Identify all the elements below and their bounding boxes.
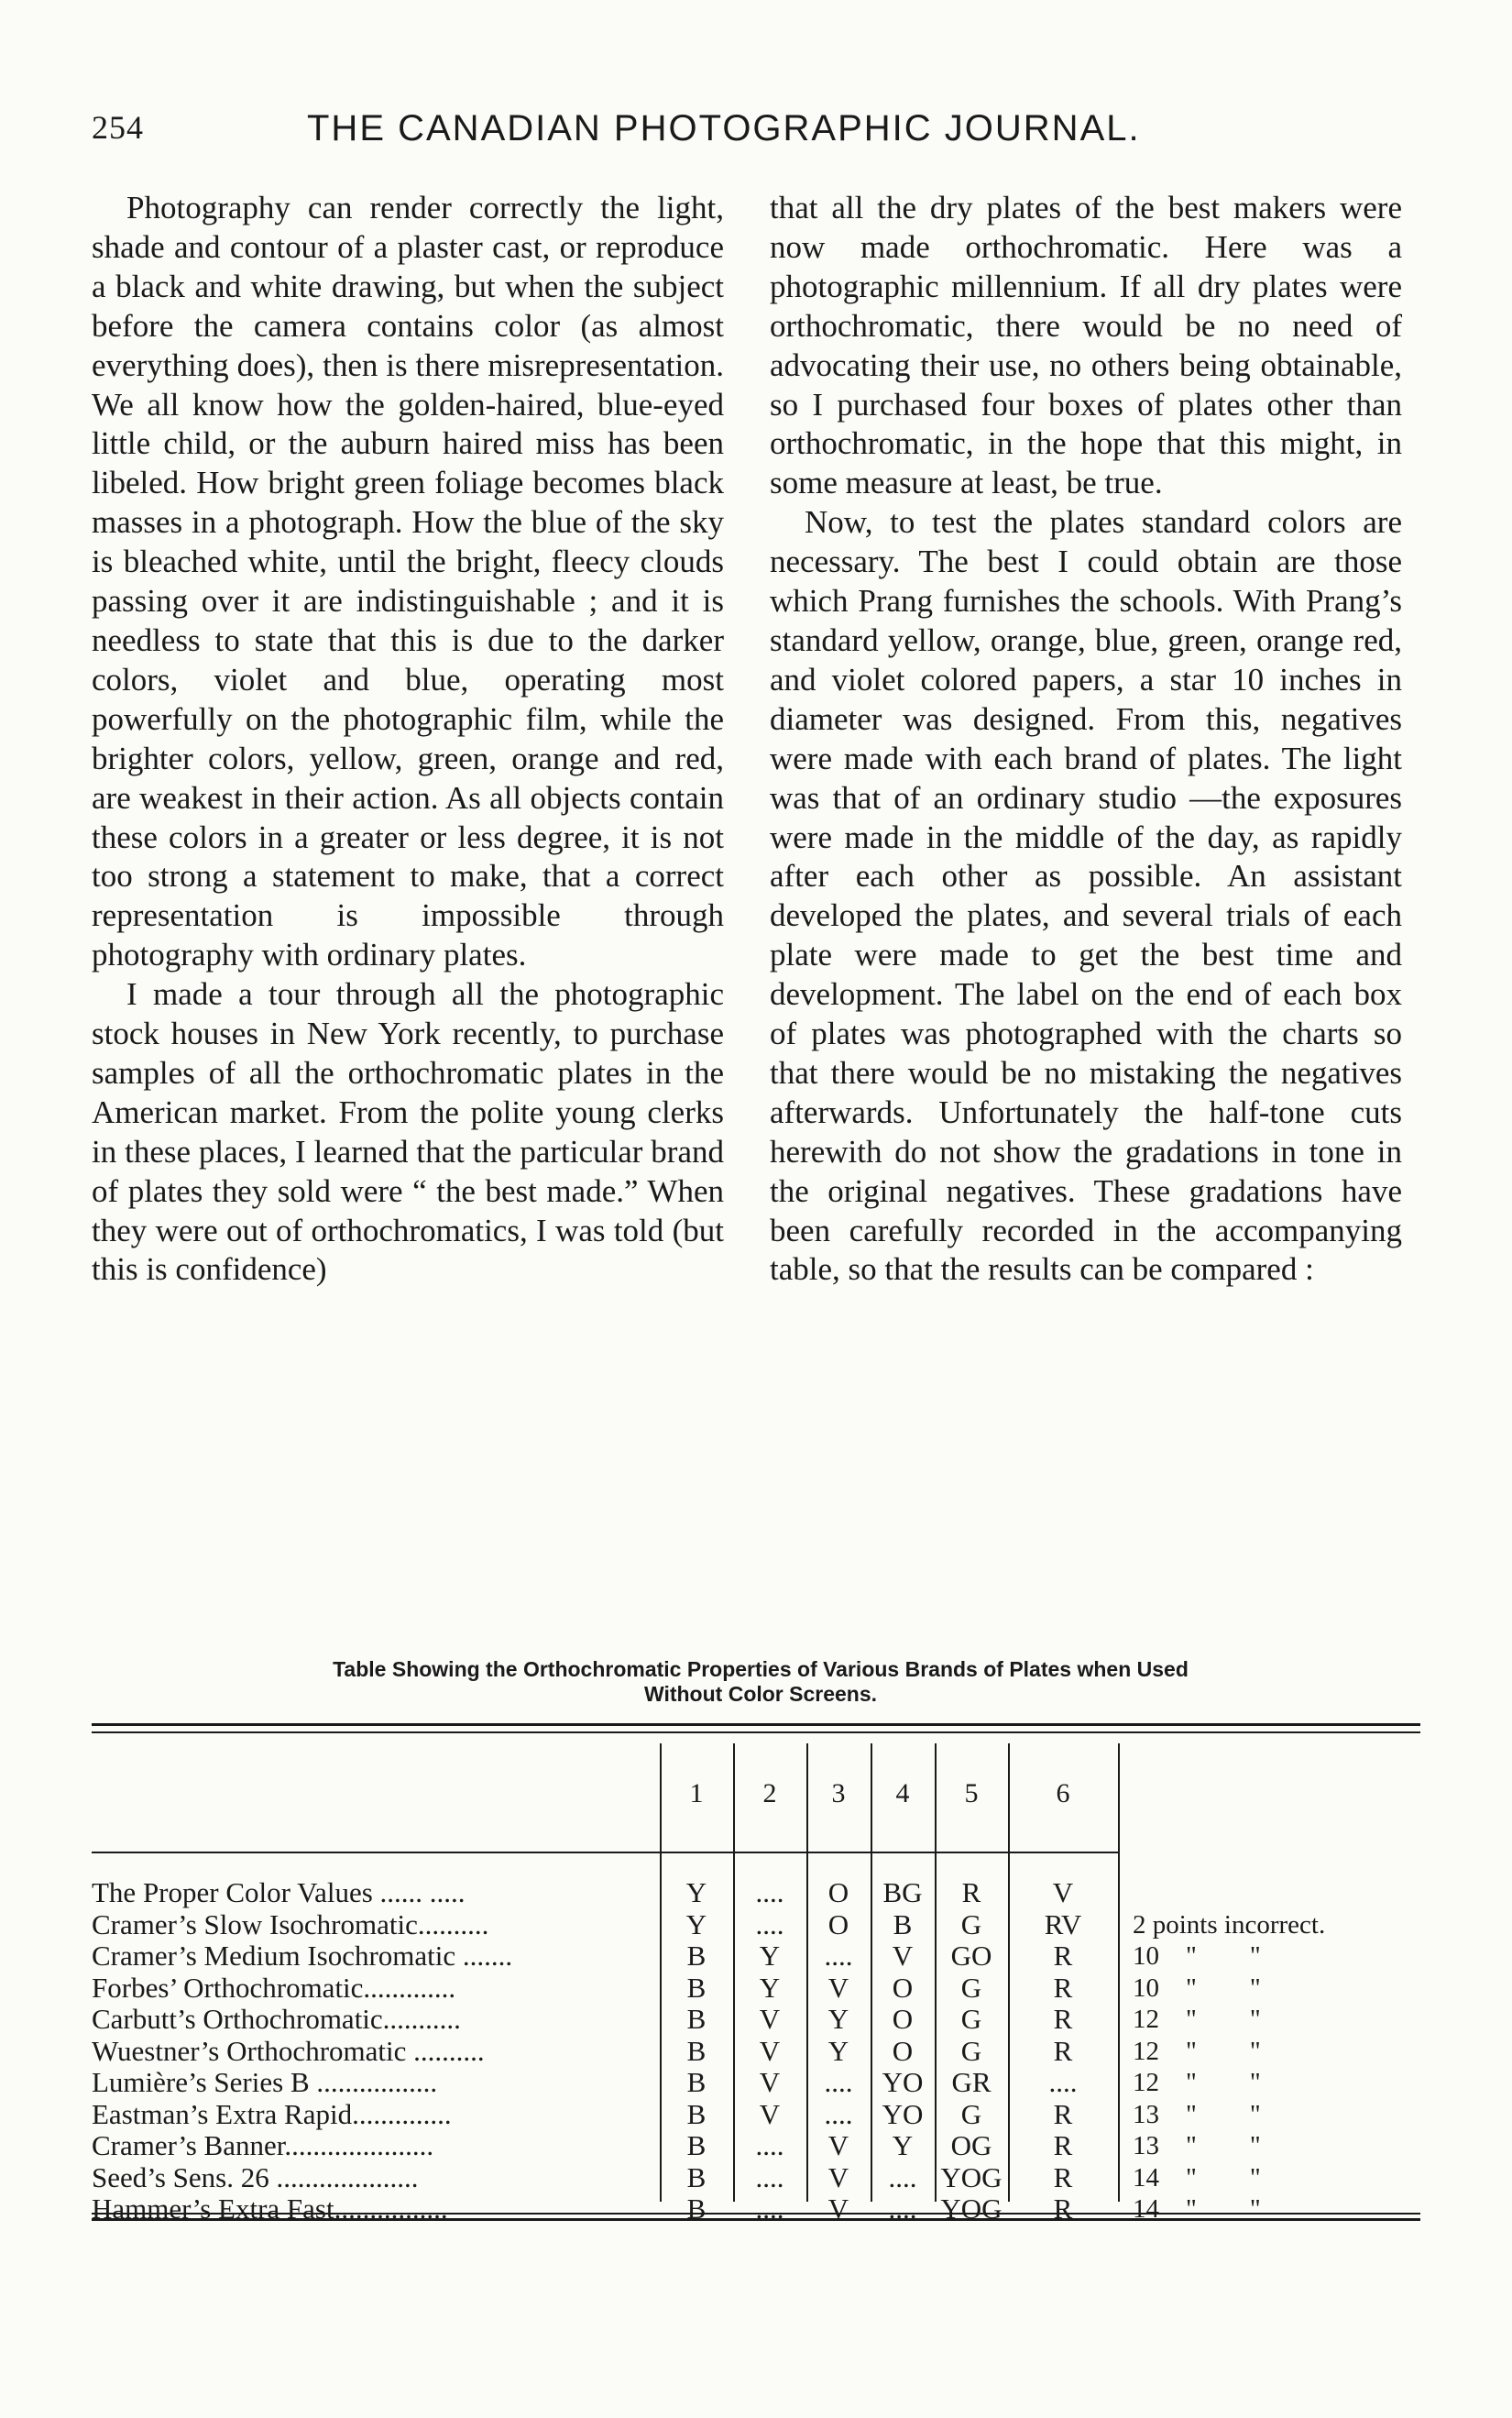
table-column-header: 3 xyxy=(831,1778,846,1808)
table-row xyxy=(92,2193,1420,2225)
table-header-rule xyxy=(92,1852,1118,1853)
table-cell: R xyxy=(1053,1940,1073,1972)
table-cell: V xyxy=(759,2097,781,2130)
table-column-header: 4 xyxy=(895,1778,910,1808)
incorrect-points-note: 12 " " xyxy=(1133,2068,1261,2097)
table-column-header: 2 xyxy=(762,1778,777,1808)
paragraph: that all the dry plates of the best makers were now made orthochromatic. Here was a photographic millennium. If all dry plates were orthochromatic, there would be no need of advocating their use, no others being obtainable, so I purchased four boxes of plates other than orthochromatic, in the hope that this might, in some measure at least, be true. xyxy=(770,190,1402,501)
table-cell: R xyxy=(961,1876,981,1908)
table-cell: R xyxy=(1053,2034,1073,2067)
table-cell: V xyxy=(827,2160,849,2193)
plate-brand-label: Wuestner’s Orthochromatic .......... xyxy=(92,2035,485,2067)
table-column-header: 1 xyxy=(689,1778,704,1808)
table-cell: R xyxy=(1053,2193,1073,2225)
table-cell: Y xyxy=(759,1940,781,1972)
incorrect-points-note: 13 " " xyxy=(1133,2131,1261,2160)
table-cell: R xyxy=(1053,2097,1073,2130)
plate-brand-label: Seed’s Sens. 26 .................... xyxy=(92,2161,419,2193)
plate-brand-label: Cramer’s Banner..................... xyxy=(92,2130,434,2161)
table-column-header: 5 xyxy=(964,1778,979,1808)
table-cell: .... xyxy=(755,1876,784,1908)
table-cell: Y xyxy=(827,2003,849,2035)
table-row xyxy=(92,2004,1420,2035)
table-cell: B xyxy=(686,1971,707,2004)
incorrect-points-note: 10 " " xyxy=(1133,1941,1261,1971)
table-row xyxy=(92,1973,1420,2004)
table-cell: O xyxy=(827,1876,849,1908)
plates-table xyxy=(92,1723,1420,2237)
table-rule xyxy=(92,1731,1420,1733)
table-row xyxy=(92,2067,1420,2098)
table-row xyxy=(92,2036,1420,2067)
right-column xyxy=(770,189,1402,1290)
table-row xyxy=(92,2162,1420,2193)
table-cell: B xyxy=(686,2003,707,2035)
page-number: 254 xyxy=(92,109,144,146)
table-cell: BG xyxy=(882,1876,923,1908)
plate-brand-label: Lumière’s Series B ................. xyxy=(92,2067,438,2098)
plate-brand-label: Carbutt’s Orthochromatic........... xyxy=(92,2004,461,2035)
table-cell: B xyxy=(686,2066,707,2098)
table-cell: RV xyxy=(1044,1907,1082,1940)
table-cell: B xyxy=(686,2160,707,2193)
table-cell: V xyxy=(892,1940,914,1972)
table-cell: .... xyxy=(888,2160,917,2193)
table-cell: V xyxy=(759,2003,781,2035)
table-cell: R xyxy=(1053,2003,1073,2035)
table-cell: O xyxy=(892,2003,914,2035)
table-cell: .... xyxy=(755,2160,784,2193)
table-cell: Y xyxy=(759,1971,781,2004)
table-cell: B xyxy=(686,2034,707,2067)
table-cell: V xyxy=(759,2034,781,2067)
paragraph: Photography can render correctly the light, shade and contour of a plaster cast, or reproduce a black and white drawing, but when the subject before the camera contains color (as almost everything does), then is there misrepresentation. We all know how the golden-haired, blue-eyed little child, or the auburn haired miss has been libeled. How bright green foliage becomes black masses in a photograph. How the blue of the sky is bleached white, until the bright, fleecy clouds passing over it are indistinguishable ; and it is needless to state that this is due to the darker colors, violet and blue, operating most powerfully on the photographic film, while the brighter colors, yellow, green, orange and red, are weakest in their action. As all objects contain these colors in a greater or less degree, it is not too strong a statement to make, that a correct representation is impossible through photography with ordinary plates. xyxy=(92,190,724,973)
table-caption-line: Table Showing the Orthochromatic Properties of Various Brands of Plates when Used xyxy=(333,1657,1189,1681)
table-cell: GO xyxy=(950,1940,992,1972)
table-column-header: 6 xyxy=(1056,1778,1070,1808)
table-cell: B xyxy=(686,2097,707,2130)
table-row xyxy=(92,1877,1420,1908)
table-cell: B xyxy=(686,2193,707,2225)
page-header xyxy=(92,108,1420,163)
plate-brand-label: Cramer’s Slow Isochromatic.......... xyxy=(92,1908,489,1940)
table-cell: V xyxy=(827,2129,849,2161)
table-cell: B xyxy=(686,1940,707,1972)
table-cell: O xyxy=(892,1971,914,2004)
incorrect-points-note: 12 " " xyxy=(1133,2005,1261,2034)
incorrect-points-note: 14 " " xyxy=(1133,2162,1261,2193)
table-cell: .... xyxy=(824,2066,853,2098)
plate-brand-label: Eastman’s Extra Rapid.............. xyxy=(92,2098,452,2130)
table-cell: G xyxy=(960,2034,982,2067)
table-cell: R xyxy=(1053,2160,1073,2193)
table-row xyxy=(92,2130,1420,2161)
plate-brand-label: Hammer’s Extra Fast................ xyxy=(92,2193,448,2225)
table-cell: V xyxy=(827,2193,849,2225)
incorrect-points-note: 14 " " xyxy=(1133,2194,1261,2224)
article-body xyxy=(92,189,1420,1655)
table-cell: B xyxy=(893,1907,913,1940)
incorrect-points-note: 12 " " xyxy=(1133,2036,1261,2066)
table-cell: B xyxy=(686,2129,707,2161)
table-row xyxy=(92,1909,1420,1940)
table-cell: .... xyxy=(755,1907,784,1940)
table-rule xyxy=(92,1723,1420,1726)
table-cell: .... xyxy=(824,2097,853,2130)
left-column xyxy=(92,189,724,1290)
table-cell: R xyxy=(1053,2129,1073,2161)
table-cell: O xyxy=(827,1907,849,1940)
plate-brand-label: Cramer’s Medium Isochromatic ....... xyxy=(92,1940,513,1972)
table-cell: V xyxy=(827,1971,849,2004)
incorrect-points-note: 10 " " xyxy=(1133,1973,1261,2003)
table-cell: Y xyxy=(827,2034,849,2067)
table-row xyxy=(92,1940,1420,1972)
table-cell: G xyxy=(960,2097,982,2130)
table-cell: OG xyxy=(950,2129,992,2161)
table-caption-line: Without Color Screens. xyxy=(643,1682,878,1706)
table-cell: .... xyxy=(888,2193,917,2225)
paragraph: Now, to test the plates standard colors are necessary. The best I could obtain are those which Prang furnishes the schools. With Prang’s standard yellow, orange, blue, green, orange red, and violet colored papers, a star 10 inches in diameter was designed. From this, negatives were made with each brand of plates. The light was that of an ordinary studio —the exposures were made in the middle of the day, as rapidly after each other as possible. An assistant developed the plates, and several trials of each plate were made to get the best time and development. The label on the end of each box of plates was photographed with the charts so that there would be no mistaking the negatives afterwards. Unfortunately the half-tone cuts herewith do not show the gradations in tone in the original negatives. These gradations have been carefully recorded in the accompanying table, so that the results can be compared : xyxy=(770,504,1402,1288)
table-cell: .... xyxy=(1048,2066,1078,2098)
table-cell: Y xyxy=(685,1907,707,1940)
table-cell: G xyxy=(960,1971,982,2004)
table-cell: V xyxy=(1052,1876,1074,1908)
journal-title: THE CANADIAN PHOTOGRAPHIC JOURNAL. xyxy=(307,108,1141,148)
table-cell: YO xyxy=(882,2097,924,2130)
table-cell: YOG xyxy=(940,2160,1003,2193)
table-caption xyxy=(165,1657,1356,1707)
plate-brand-label: Forbes’ Orthochromatic............. xyxy=(92,1972,456,2004)
table-cell: G xyxy=(960,1907,982,1940)
table-row xyxy=(92,2099,1420,2130)
table-cell: Y xyxy=(892,2129,914,2161)
table-cell: G xyxy=(960,2003,982,2035)
plate-brand-label: The Proper Color Values ...... ..... xyxy=(92,1877,466,1908)
paragraph: I made a tour through all the photographic stock houses in New York recently, to purchase samples of all the orthochromatic plates in the American market. From the polite young clerks in these places, I learned that the particular brand of plates they sold were “ the best made.” When they were out of orthochromatics, I was told (but this is confidence) xyxy=(92,976,724,1288)
table-cell: Y xyxy=(685,1876,707,1908)
table-cell: .... xyxy=(755,2129,784,2161)
table-cell: V xyxy=(759,2066,781,2098)
table-cell: .... xyxy=(824,1940,853,1972)
table-cell: O xyxy=(892,2034,914,2067)
table-cell: R xyxy=(1053,1971,1073,2004)
table-cell: .... xyxy=(755,2193,784,2225)
table-cell: YO xyxy=(882,2066,924,2098)
table-cell: YOG xyxy=(940,2193,1003,2225)
table-cell: GR xyxy=(951,2066,992,2098)
incorrect-points-note: 2 points incorrect. xyxy=(1133,1909,1326,1940)
incorrect-points-note: 13 " " xyxy=(1133,2099,1261,2129)
